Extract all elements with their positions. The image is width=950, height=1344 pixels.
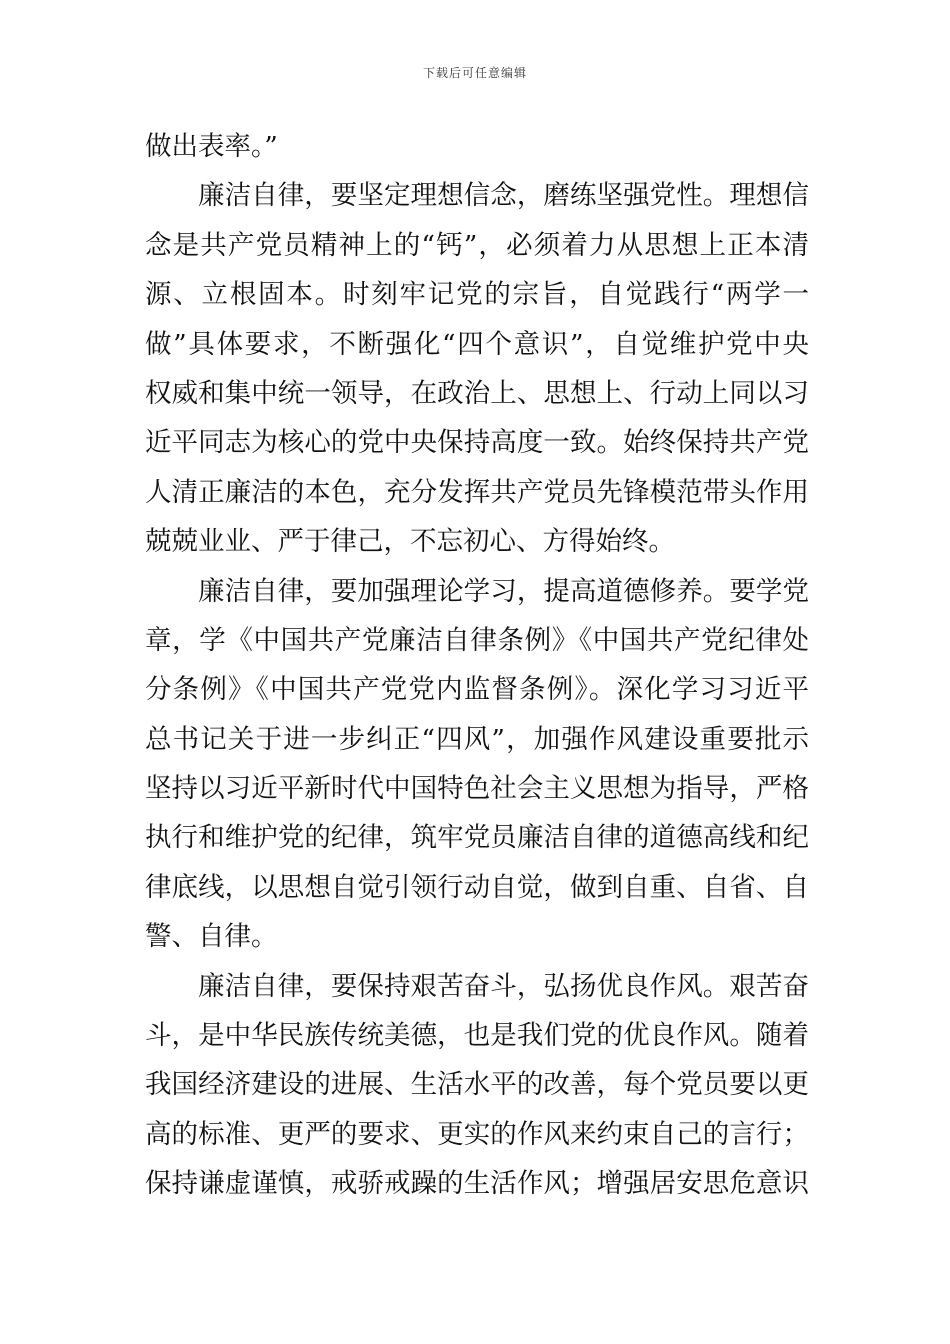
text-line: 权威和集中统一领导，在政治上、思想上、行动上同以习	[145, 377, 809, 409]
text-line: 我国经济建设的进展、生活水平的改善，每个党员要以更	[145, 1069, 809, 1101]
text-line: 兢兢业业、严于律己，不忘初心、方得始终。	[145, 526, 675, 558]
text-line: 律底线，以思想自觉引领行动自觉，做到自重、自省、自	[145, 871, 809, 903]
text-line: 做”具体要求，不断强化“四个意识”，自觉维护党中央	[145, 328, 809, 360]
text-line: 高的标准、更严的要求、更实的作风来约束自己的言行；	[145, 1118, 809, 1150]
paragraph	[145, 567, 809, 962]
text-line: 廉洁自律，要保持艰苦奋斗，弘扬优良作风。艰苦奋	[198, 970, 809, 1002]
paragraph	[145, 962, 809, 1209]
text-line: 总书记关于进一步纠正“四风”，加强作风建设重要批示	[145, 723, 809, 755]
text-line: 警、自律。	[145, 921, 278, 953]
text-line: 章，学《中国共产党廉洁自律条例》《中国共产党纪律处	[145, 624, 809, 656]
text-line: 执行和维护党的纪律，筑牢党员廉洁自律的道德高线和纪	[145, 822, 809, 854]
text-line: 念是共产党员精神上的“钙”，必须着力从思想上正本清	[145, 229, 809, 261]
text-line: 坚持以习近平新时代中国特色社会主义思想为指导，严格	[145, 773, 809, 805]
document-body	[145, 122, 809, 1209]
text-line: 保持谦虚谨慎，戒骄戒躁的生活作风；增强居安思危意识	[145, 1168, 809, 1200]
text-line: 斗，是中华民族传统美德，也是我们党的优良作风。随着	[145, 1020, 809, 1052]
text-line: 分条例》《中国共产党党内监督条例》。深化学习习近平	[145, 674, 809, 706]
paragraph	[145, 171, 809, 566]
text-line: 近平同志为核心的党中央保持高度一致。始终保持共产党	[145, 427, 809, 459]
text-line: 廉洁自律，要坚定理想信念，磨练坚强党性。理想信	[198, 180, 809, 212]
paragraph	[145, 122, 809, 171]
text-line: 源、立根固本。时刻牢记党的宗旨，自觉践行“两学一	[145, 279, 809, 311]
text-line: 廉洁自律，要加强理论学习，提高道德修养。要学党	[198, 575, 809, 607]
text-line: 人清正廉洁的本色，充分发挥共产党员先锋模范带头作用	[145, 476, 809, 508]
page-header: 下载后可任意编辑	[422, 66, 527, 80]
text-line: 做出表率。”	[145, 131, 278, 162]
